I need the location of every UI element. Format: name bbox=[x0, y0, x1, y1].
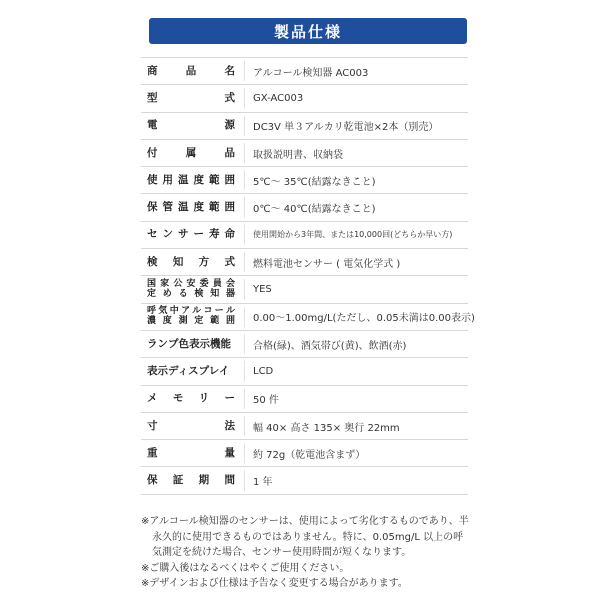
spec-value: 取扱説明書、収納袋 bbox=[253, 149, 343, 161]
spec-label: 電源 bbox=[147, 119, 235, 132]
spec-row-dimensions bbox=[141, 413, 468, 440]
spec-row-measurement-range bbox=[141, 304, 475, 331]
spec-row-model bbox=[141, 85, 468, 112]
spec-value: YES bbox=[253, 284, 272, 296]
spec-label-line: 定める検知器 bbox=[147, 288, 235, 299]
spec-value: 燃料電池センサー ( 電気化学式 ) bbox=[253, 258, 401, 270]
spec-label bbox=[141, 307, 235, 326]
spec-row-operating-temp bbox=[141, 167, 468, 194]
spec-header bbox=[149, 18, 467, 44]
spec-row-certified-detector bbox=[141, 276, 468, 303]
spec-row-display bbox=[141, 358, 468, 385]
note-use-soon: ※ご購入後はなるべくはやくご使用ください。 bbox=[141, 562, 350, 574]
spec-label: 検知方式 bbox=[147, 255, 235, 268]
spec-value: アルコール検知器 AC003 bbox=[253, 67, 369, 79]
note-sensor-degradation: ※アルコール検知器のセンサーは、使用によって劣化するものであり、半永久的に使用できるものではありません。特に、0.05mg/L 以上の呼気測定を続けた場合、センサー使用時間が短くなります。 bbox=[141, 516, 469, 558]
spec-label: センサー寿命 bbox=[147, 228, 235, 241]
spec-label-line: 国家公安委員会 bbox=[147, 279, 235, 290]
spec-value: GX-AC003 bbox=[253, 92, 304, 104]
spec-value: 0℃〜 40℃(結露なきこと) bbox=[253, 204, 376, 216]
spec-row-storage-temp bbox=[141, 194, 468, 221]
note-specs-change: ※デザインおよび仕様は予告なく変更する場合があります。 bbox=[141, 578, 408, 589]
notes-section bbox=[141, 514, 471, 592]
spec-value: 使用開始から3年間、または10,000回(どちらか早い方) bbox=[253, 230, 453, 240]
spec-row-lamp-color bbox=[141, 331, 468, 358]
spec-label-line: 濃度測定範囲 bbox=[147, 315, 235, 326]
spec-label-line: 呼気中アルコール bbox=[147, 306, 235, 317]
spec-value: 5℃〜 35℃(結露なきこと) bbox=[253, 176, 376, 188]
spec-table bbox=[141, 57, 475, 495]
spec-label: ランプ色表示機能 bbox=[147, 337, 231, 350]
spec-label: 使用温度範囲 bbox=[147, 173, 235, 186]
spec-label: 付属品 bbox=[147, 146, 235, 159]
spec-value: 1 年 bbox=[253, 477, 273, 489]
spec-label: 型式 bbox=[147, 91, 235, 104]
spec-label: 重量 bbox=[147, 446, 235, 459]
spec-value: 約 72g（乾電池含まず） bbox=[253, 449, 366, 461]
spec-value: DC3V 単３アルカリ乾電池×2本（別売） bbox=[253, 122, 439, 134]
spec-row-power bbox=[141, 113, 468, 140]
spec-value: 0.00〜1.00mg/L(ただし、0.05未満は0.00表示) bbox=[253, 313, 475, 325]
spec-row-detection-method bbox=[141, 249, 468, 276]
spec-row-sensor-life bbox=[141, 222, 468, 249]
spec-label: メモリー bbox=[147, 392, 235, 405]
spec-label: 保証期間 bbox=[147, 474, 235, 487]
spec-row-warranty bbox=[141, 467, 468, 494]
spec-header-title: 製品仕様 bbox=[273, 22, 342, 41]
spec-value: 50 件 bbox=[253, 395, 279, 407]
spec-value: 幅 40× 高さ 135× 奥行 22mm bbox=[253, 422, 400, 434]
spec-value: 合格(緑)、酒気帯び(黄)、飲酒(赤) bbox=[253, 340, 407, 352]
spec-row-product-name bbox=[141, 58, 468, 85]
spec-label: 保管温度範囲 bbox=[147, 201, 235, 214]
spec-label: 表示ディスプレイ bbox=[147, 364, 230, 377]
spec-row-weight bbox=[141, 440, 468, 467]
spec-value: LCD bbox=[253, 365, 274, 377]
spec-label: 寸法 bbox=[147, 419, 235, 432]
spec-row-memory bbox=[141, 386, 468, 413]
spec-row-accessories bbox=[141, 140, 468, 167]
spec-label bbox=[141, 280, 235, 299]
spec-label: 商品名 bbox=[147, 64, 235, 77]
